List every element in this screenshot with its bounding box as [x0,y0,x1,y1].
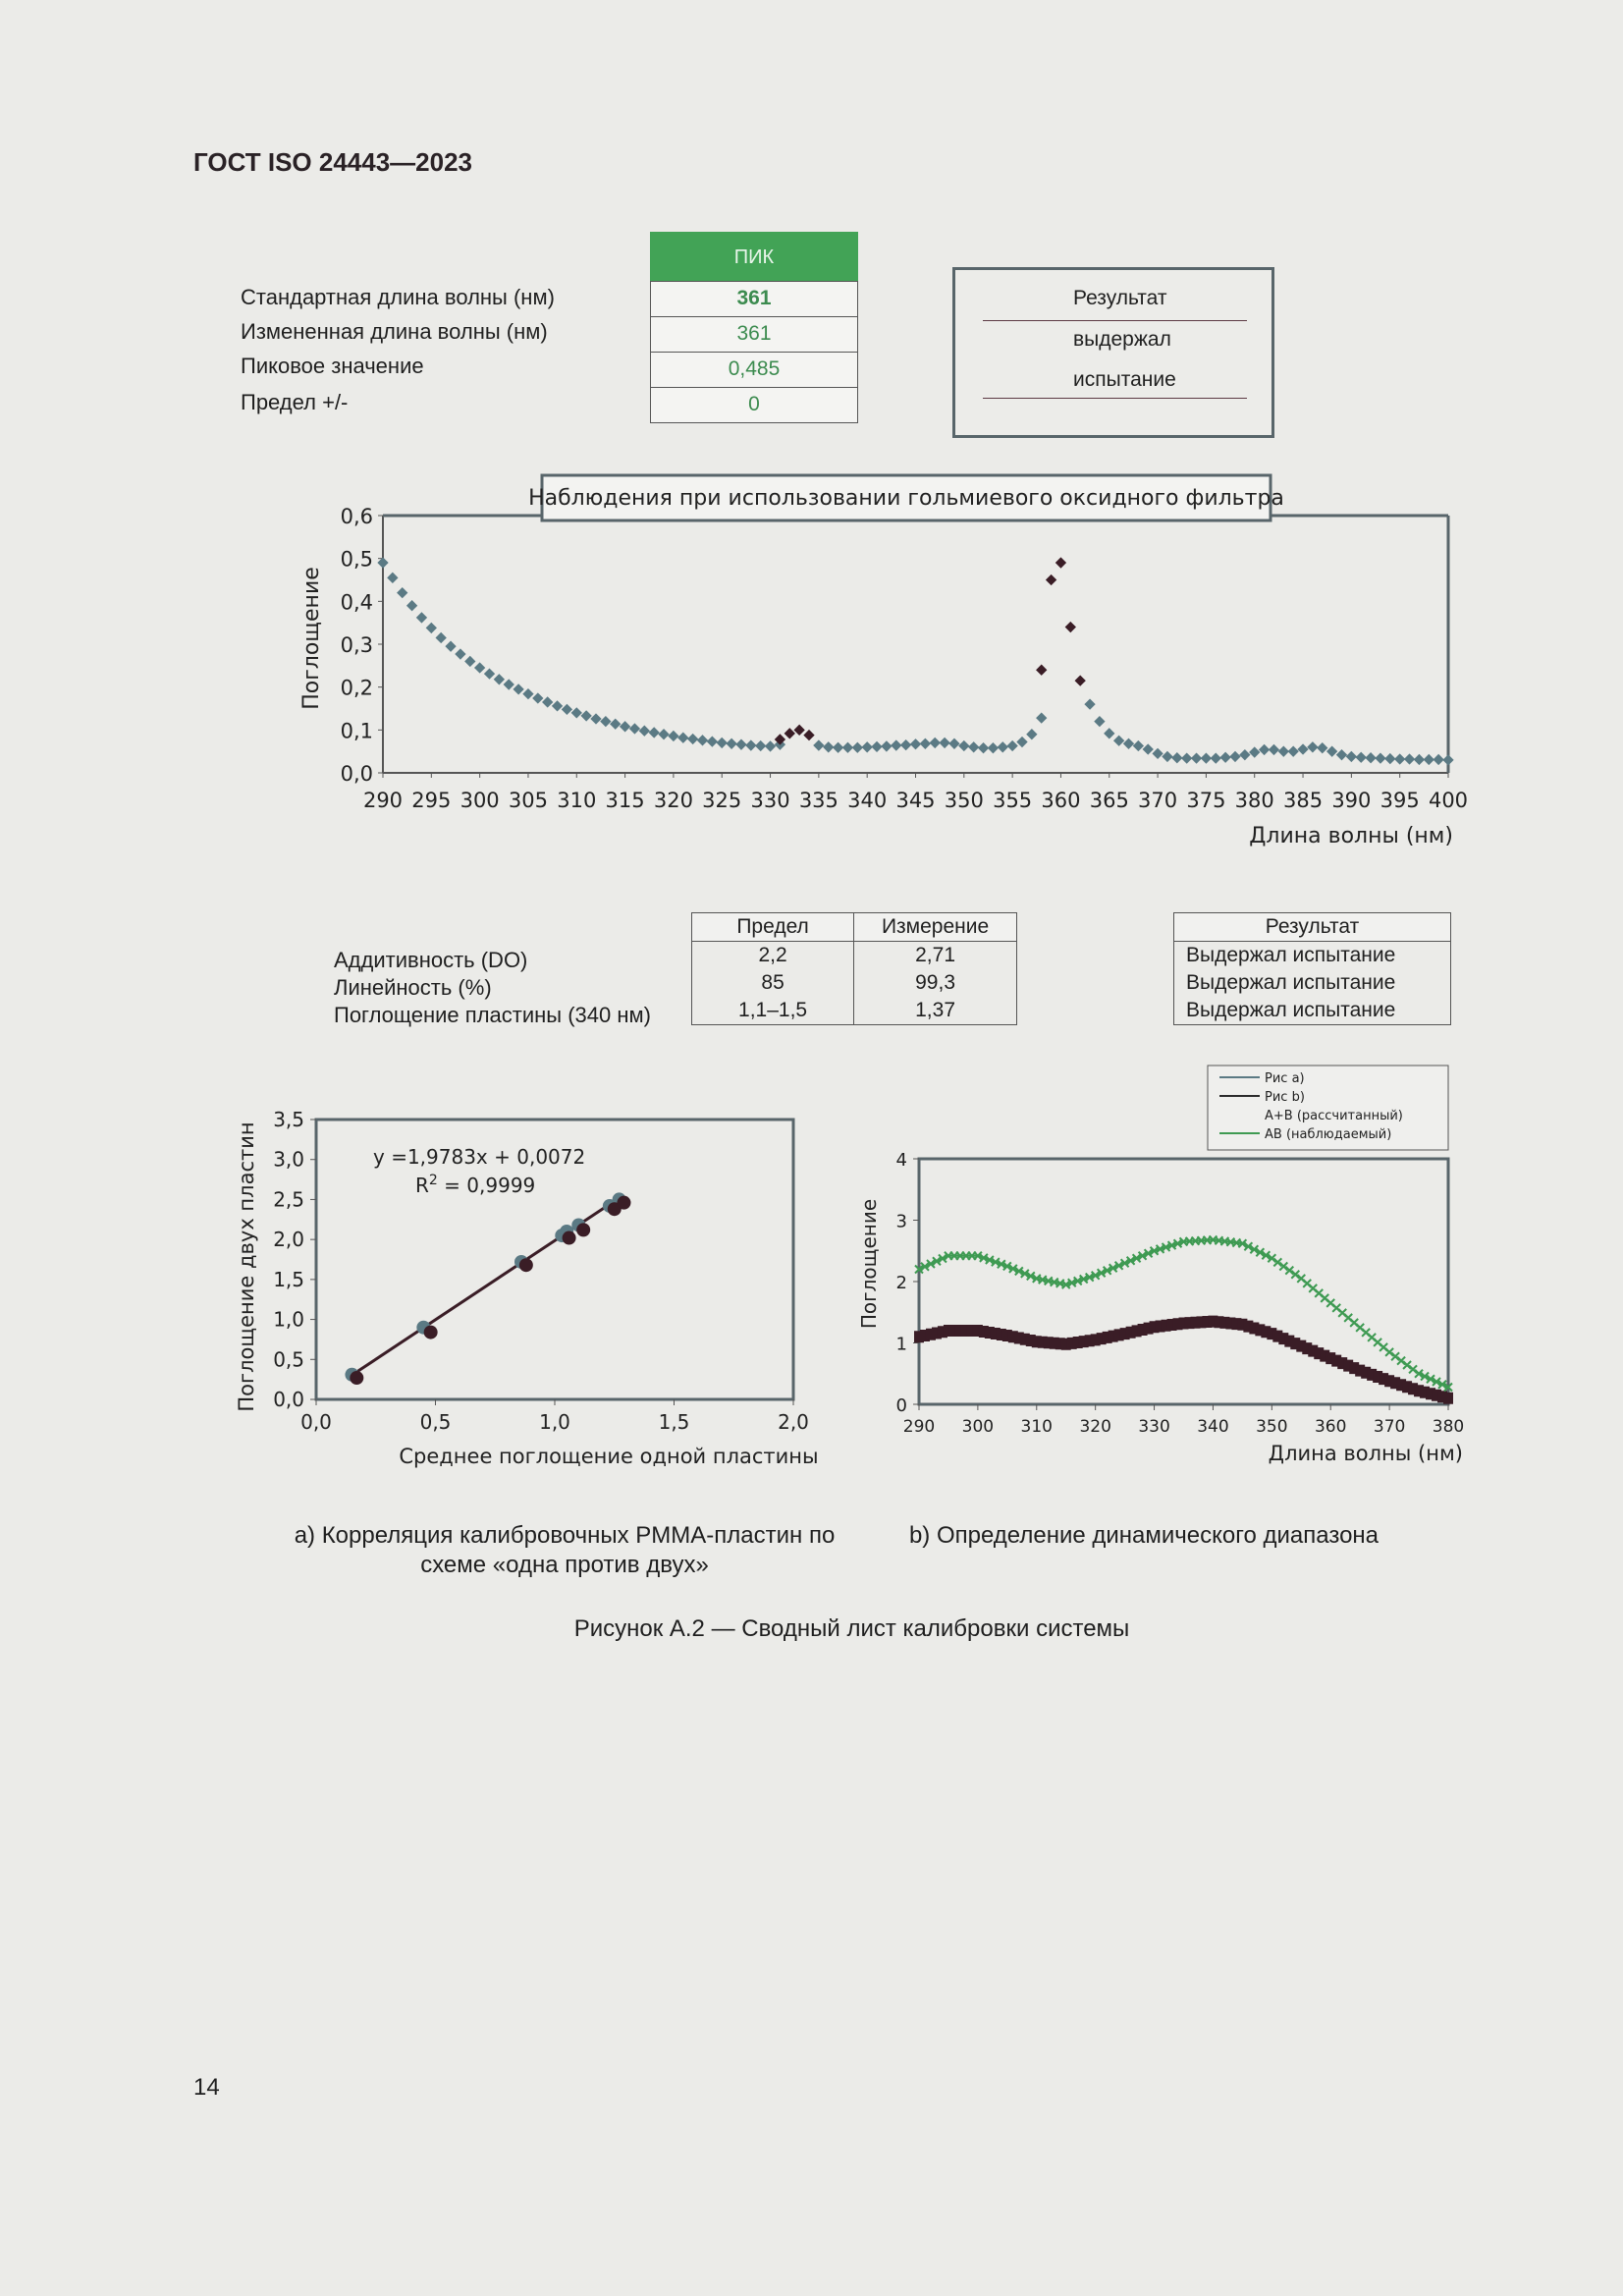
spectrum-point [1171,752,1182,763]
spectrum-point [1219,752,1230,763]
x-tick-label: 375 [1186,789,1226,812]
spectrum-point [610,719,621,730]
spectrum-point [968,741,979,752]
spectrum-point [930,738,941,748]
spectrum-point [436,632,447,643]
spectrum-point [978,742,989,753]
y-tick-label: 1 [895,1334,907,1355]
x-tick-label: 0,0 [300,1410,332,1434]
spectrum-point [852,742,863,753]
result-table [1173,912,1451,1025]
y-tick-label: 0,2 [340,676,373,700]
spectrum-point [891,739,901,750]
spectrum-point [1162,751,1172,762]
peak-column-header: ПИК [650,232,858,281]
x-tick-label: 305 [508,789,549,812]
cell-result: Выдержал испытание [1174,969,1451,997]
peak-point [1075,675,1086,685]
document-header: ГОСТ ISO 24443—2023 [193,147,473,177]
spectrum-point [445,641,456,652]
r-squared: $R^2 = 0,9999$ [415,1173,536,1197]
spectrum-point [765,740,776,751]
cell-limit: 85 [692,969,854,997]
x-tick-label: 335 [798,789,839,812]
label-changed-wavelength: Измененная длина волны (нм) [241,319,548,344]
spectrum-point [513,683,523,694]
peak-point [784,728,795,738]
result-divider-2 [983,398,1247,399]
spectrum-point [522,688,533,699]
spectrum-point [1346,751,1357,762]
y-tick-label: 0,0 [273,1388,304,1411]
legend-entry: Рис b) [1265,1090,1305,1105]
spectrum-point [1191,752,1202,763]
point-b [563,1231,576,1245]
spectrum-point [455,648,465,659]
spectrum-point [988,742,999,753]
spectrum-point [1297,743,1308,754]
spectrum-point [474,662,485,673]
spectrum-point [406,600,417,611]
spectrum-point [1278,746,1289,757]
spectrum-point [998,741,1008,752]
row-label-plate: Поглощение пластины (340 нм) [334,1003,651,1027]
spectrum-point [542,696,553,707]
x-tick-label: 300 [961,1417,995,1437]
spectrum-point [735,739,746,750]
legend-entry: Рис а) [1265,1071,1305,1086]
spectrum-point [1143,743,1154,754]
legend-entry: AB (наблюдаемый) [1265,1127,1392,1142]
peak-point [803,730,814,740]
spectrum-point [590,713,601,724]
x-tick-label: 295 [411,789,452,812]
holmium-chart-title: Наблюдения при использовании гольмиевого оксидного фильтра [528,486,1284,511]
spectrum-point [639,726,650,737]
y-tick-label: 0,6 [340,505,373,528]
spectrum-point [1326,746,1337,757]
x-tick-label: 330 [1138,1417,1170,1437]
spectrum-point [580,710,591,721]
cell-limit: 2,2 [692,942,854,970]
spectrum-point [1384,753,1395,764]
cell-limit: 1,1–1,5 [692,997,854,1025]
peak-point [1055,557,1066,568]
spectrum-point [707,736,718,746]
result-divider-1 [983,320,1247,321]
point-b [424,1326,438,1339]
spectrum-point [842,742,853,753]
spectrum-point [697,735,708,745]
x-tick-label: 300 [460,789,500,812]
spectrum-point [948,738,959,749]
spectrum-point [1375,752,1385,763]
x-tick-label: 360 [1041,789,1081,812]
spectrum-point [1016,737,1027,747]
cell-result: Выдержал испытание [1174,997,1451,1025]
holmium-y-axis-label: Поглощение [299,567,324,710]
dynamic-y-axis-label: Поглощение [857,1198,881,1330]
spectrum-point [1336,749,1347,760]
y-tick-label: 2,0 [273,1228,304,1252]
y-tick-label: 0,4 [340,590,373,615]
y-tick-label: 2 [895,1273,907,1293]
dynamic-x-axis-label: Длина волны (нм) [1268,1442,1463,1465]
spectrum-point [871,741,882,752]
x-tick-label: 320 [1079,1417,1111,1437]
spectrum-point [1084,698,1095,709]
caption-a-line2: схеме «одна против двух» [420,1552,709,1578]
holmium-x-axis-label: Длина волны (нм) [1249,824,1453,848]
spectrum-point [658,729,669,739]
correlation-points [345,1192,630,1385]
spectrum-point [958,740,969,751]
spectrum-point [532,692,543,703]
peak-point [1036,665,1047,676]
result-line-1: Результат [1073,287,1167,309]
caption-a-line1: а) Корреляция калибровочных PMMA-пластин по [294,1522,836,1549]
spectrum-point [1269,744,1279,755]
spectrum-point [1133,740,1144,751]
x-tick-label: 330 [750,789,790,812]
spectrum-point [1404,753,1415,764]
spectrum-point [464,656,475,667]
x-tick-label: 385 [1282,789,1324,812]
spectrum-point [562,704,572,715]
spectrum-point [687,734,698,744]
peak-value-changed: 361 [650,317,858,353]
spectrum-point [1123,738,1134,749]
x-tick-label: 2,0 [778,1410,809,1434]
spectrum-point [504,679,514,689]
spectrum-point [823,741,834,752]
x-tick-label: 0,5 [419,1410,452,1434]
y-tick-label: 3,5 [273,1108,304,1131]
spectrum-point [1249,746,1260,757]
y-tick-label: 1,5 [273,1267,304,1291]
spectrum-point [1094,716,1105,727]
label-peak-value: Пиковое значение [241,354,424,378]
point-b [519,1258,533,1272]
header-measurement: Измерение [854,913,1017,942]
dynamic-range-chart [854,1061,1483,1473]
correlation-y-axis-label: Поглощение двух пластин [235,1121,258,1412]
spectrum-point [813,739,824,750]
point-b [350,1371,363,1385]
spectrum-point [1307,741,1318,752]
x-tick-label: 320 [653,789,693,812]
spectrum-point [1211,752,1221,763]
spectrum-point [1394,753,1405,764]
spectrum-point [910,738,921,749]
y-tick-label: 0,5 [273,1347,304,1372]
dynamic-series [914,1236,1453,1404]
spectrum-point [1433,754,1443,765]
y-tick-label: 0,0 [340,762,373,786]
spectrum-point [1259,744,1270,755]
spectrum-point [1442,754,1453,765]
spectrum-point [484,668,495,679]
peak-point [1046,574,1056,585]
x-tick-label: 380 [1432,1417,1465,1437]
holmium-points [377,557,1453,765]
y-tick-label: 0,1 [340,719,373,743]
spectrum-point [620,721,630,732]
y-tick-label: 1,0 [273,1307,304,1332]
calculated-marker [1443,1393,1453,1404]
spectrum-point [1026,729,1037,739]
spectrum-point [833,742,843,753]
peak-point [793,725,804,736]
label-standard-wavelength: Стандартная длина волны (нм) [241,285,555,309]
x-tick-label: 315 [605,789,645,812]
spectrum-point [416,612,427,623]
spectrum-point [881,740,892,751]
x-tick-label: 310 [557,789,597,812]
spectrum-point [1104,728,1114,738]
result-line-3: испытание [1073,368,1176,391]
spectrum-point [1365,752,1376,763]
figure-caption: Рисунок А.2 — Сводный лист калибровки системы [573,1615,1130,1642]
cell-result: Выдержал испытание [1174,942,1451,970]
spectrum-point [552,700,563,711]
spectrum-point [649,727,660,738]
page-number: 14 [193,2074,220,2101]
spectrum-point [387,573,398,583]
x-tick-label: 340 [1197,1417,1229,1437]
spectrum-point [426,623,437,633]
y-tick-label: 0,5 [340,547,373,572]
x-tick-label: 390 [1331,789,1372,812]
x-tick-label: 1,0 [539,1410,570,1434]
x-tick-label: 290 [902,1417,936,1437]
peak-table [650,232,858,423]
spectrum-point [1356,752,1367,763]
x-tick-label: 350 [944,789,984,812]
spectrum-point [717,738,728,748]
spectrum-point [1424,754,1434,765]
spectrum-point [1036,712,1047,723]
regression-equation: y =1,9783x + 0,0072 [373,1145,586,1169]
calibration-table [691,912,1017,1025]
x-tick-label: 360 [1314,1417,1347,1437]
spectrum-point [1229,751,1240,762]
peak-value-peak: 0,485 [650,353,858,388]
spectrum-point [668,731,678,741]
header-limit: Предел [692,913,854,942]
cell-measure: 99,3 [854,969,1017,997]
x-tick-label: 370 [1373,1417,1406,1437]
result-line-2: выдержал [1073,328,1171,351]
holmium-axes [341,505,1468,812]
point-b [617,1196,630,1210]
spectrum-point [1288,746,1299,757]
spectrum-point [900,739,911,750]
y-tick-label: 0,3 [340,633,373,657]
spectrum-point [1152,748,1163,759]
cell-measure: 2,71 [854,942,1017,970]
x-tick-label: 340 [847,789,888,812]
spectrum-point [1317,742,1327,753]
y-tick-label: 0 [895,1395,907,1416]
spectrum-point [862,741,873,752]
x-tick-label: 290 [362,789,404,812]
legend-entry: A+B (рассчитанный) [1265,1109,1403,1123]
spectrum-point [1113,736,1124,746]
spectrum-point [629,723,640,734]
x-tick-label: 365 [1089,789,1129,812]
spectrum-point [920,738,931,749]
holmium-chart [285,471,1492,864]
y-tick-label: 3,0 [273,1147,304,1172]
spectrum-point [755,740,766,751]
spectrum-point [1239,749,1250,760]
label-limit: Предел +/- [241,390,349,414]
cell-measure: 1,37 [854,997,1017,1025]
spectrum-point [1006,740,1017,751]
y-tick-label: 4 [895,1150,907,1171]
spectrum-point [571,707,582,718]
caption-b: b) Определение динамического диапазона [908,1522,1380,1549]
spectrum-point [600,716,611,727]
row-label-linearity: Линейность (%) [334,975,492,1000]
peak-value-limit: 0 [650,388,858,423]
spectrum-point [939,738,949,748]
spectrum-point [1414,754,1425,765]
x-tick-label: 345 [895,789,936,812]
point-b [576,1223,590,1236]
peak-result-box [952,267,1274,438]
spectrum-point [1181,752,1192,763]
spectrum-point [677,733,688,743]
header-result: Результат [1174,913,1451,942]
x-tick-label: 395 [1380,789,1420,812]
spectrum-point [745,739,756,750]
y-tick-label: 3 [895,1211,907,1232]
x-tick-label: 1,5 [658,1410,690,1434]
correlation-x-axis-label: Среднее поглощение одной пластины [399,1445,819,1468]
spectrum-point [494,674,505,684]
peak-point [1065,622,1076,632]
x-tick-label: 380 [1234,789,1274,812]
x-tick-label: 325 [702,789,742,812]
x-tick-label: 370 [1138,789,1178,812]
dynamic-axes [896,1150,1465,1437]
peak-value-standard: 361 [650,281,858,317]
x-tick-label: 310 [1020,1417,1054,1437]
x-tick-label: 350 [1256,1417,1288,1437]
correlation-chart [226,1100,835,1483]
row-label-additivity: Аддитивность (DO) [334,948,528,972]
spectrum-point [726,738,736,749]
x-tick-label: 400 [1428,789,1469,812]
y-tick-label: 2,5 [273,1187,304,1212]
x-tick-label: 355 [993,789,1033,812]
spectrum-point [397,587,407,598]
spectrum-point [1201,752,1212,763]
